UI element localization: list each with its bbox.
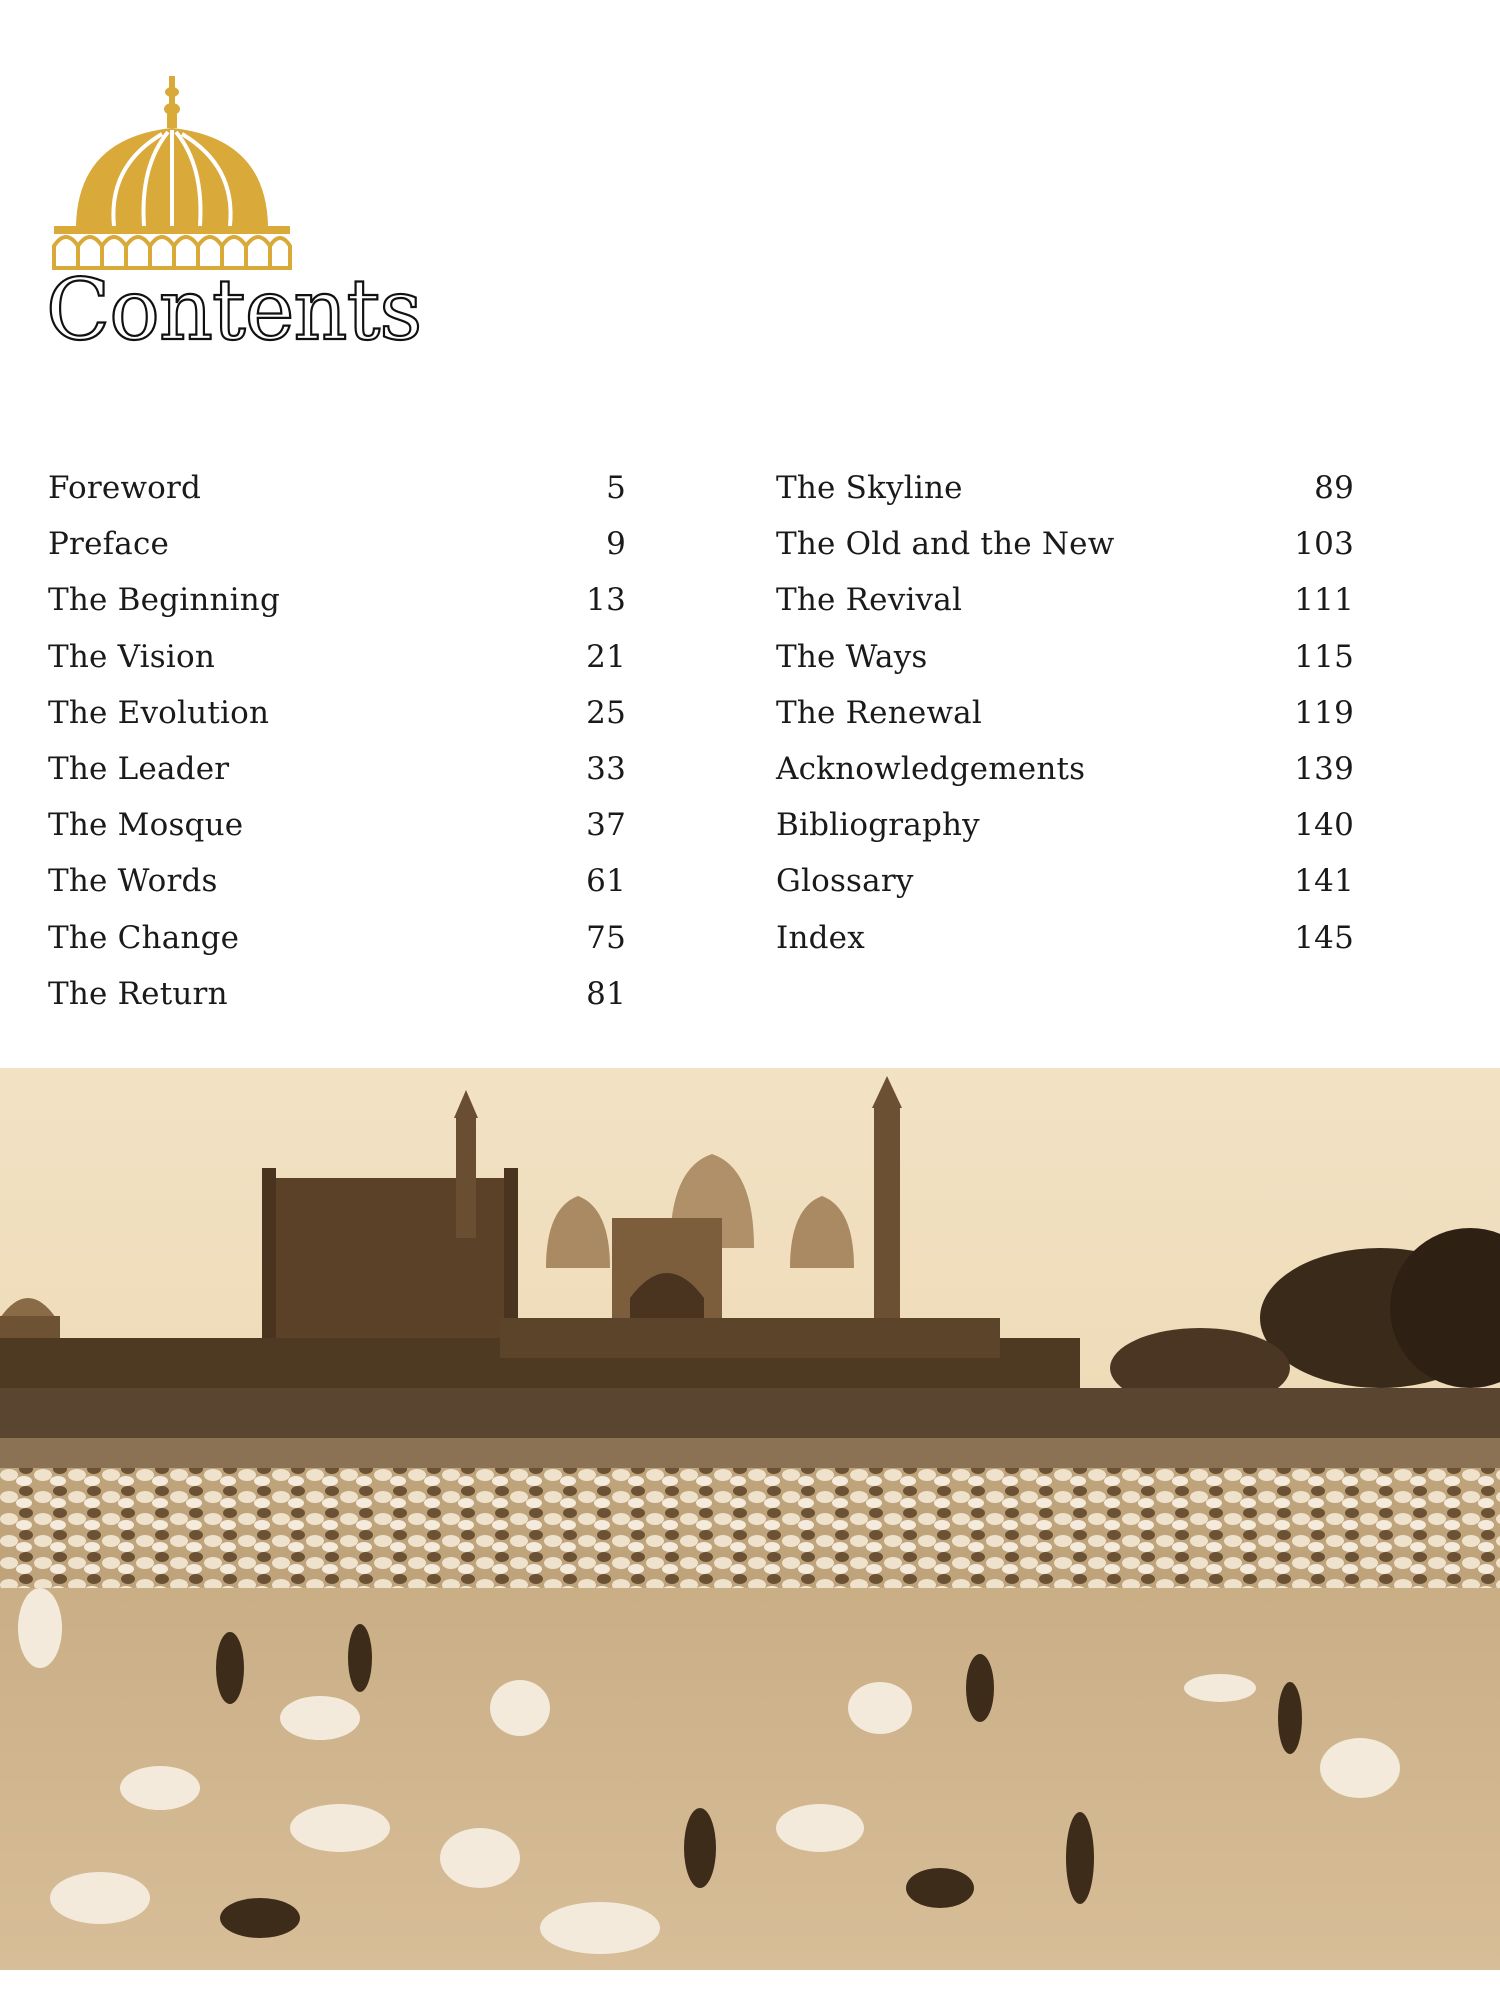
toc-entry-title: Index (776, 919, 865, 956)
toc-entry (48, 920, 626, 976)
toc-entry-page: 141 (1294, 863, 1354, 900)
toc-entry-page: 61 (586, 863, 626, 900)
toc-entry-page: 140 (1294, 807, 1354, 844)
toc-entry (776, 920, 1354, 976)
sepia-mosque-photo (0, 1068, 1500, 1970)
toc-entry (776, 863, 1354, 919)
toc-entry-title: The Change (48, 919, 240, 956)
toc-entry-page: 9 (606, 526, 626, 563)
toc-entry-title: Preface (48, 526, 170, 563)
toc-entry-title: Bibliography (776, 807, 980, 844)
toc-entry-page: 13 (586, 582, 626, 619)
toc-entry-title: The Leader (48, 750, 230, 787)
toc-entry-page: 81 (586, 975, 626, 1012)
toc-entry (776, 639, 1354, 695)
toc-entry-title: The Evolution (48, 694, 270, 731)
toc-entry-page: 89 (1314, 470, 1354, 506)
toc-entry-page: 115 (1294, 638, 1354, 675)
toc-entry (48, 751, 626, 807)
toc-entry-title: The Return (48, 975, 228, 1012)
toc-entry (776, 526, 1354, 582)
page-title: Contents (46, 261, 422, 359)
toc-entry (48, 526, 626, 582)
toc-entry-title: Foreword (48, 470, 202, 506)
toc-entry-page: 25 (586, 694, 626, 731)
toc-entry (48, 470, 626, 526)
toc-entry-page: 139 (1294, 750, 1354, 787)
toc-entry (48, 695, 626, 751)
toc-entry (48, 807, 626, 863)
dome-icon (48, 76, 296, 270)
toc-left-column (48, 470, 626, 1032)
toc-entry-title: The Mosque (48, 807, 244, 844)
toc-entry-page: 21 (586, 638, 626, 675)
toc-right-column (776, 470, 1354, 976)
toc-entry-page: 145 (1294, 919, 1354, 956)
toc-entry (776, 807, 1354, 863)
toc-entry (48, 863, 626, 919)
toc-entry-page: 111 (1294, 582, 1354, 619)
toc-entry (776, 582, 1354, 638)
toc-entry-title: The Beginning (48, 582, 280, 619)
toc-entry (48, 582, 626, 638)
toc-entry-title: The Renewal (776, 694, 982, 731)
toc-entry-title: Glossary (776, 863, 914, 900)
toc-entry-page: 75 (586, 919, 626, 956)
toc-entry-title: The Old and the New (776, 526, 1115, 563)
toc-entry-title: The Skyline (776, 470, 963, 506)
toc-entry-page: 5 (606, 470, 626, 506)
toc-entry-title: The Words (48, 863, 218, 900)
toc-entry-title: The Vision (48, 638, 216, 675)
toc-entry-page: 103 (1294, 526, 1354, 563)
toc-entry-title: The Ways (776, 638, 928, 675)
toc-entry (776, 470, 1354, 526)
toc-entry-page: 33 (586, 750, 626, 787)
toc-entry-page: 37 (586, 807, 626, 844)
toc-entry-title: The Revival (776, 582, 963, 619)
toc-entry (48, 639, 626, 695)
toc-entry (776, 751, 1354, 807)
toc-entry-page: 119 (1294, 694, 1354, 731)
toc-entry (48, 976, 626, 1032)
toc-entry-title: Acknowledgements (776, 750, 1086, 787)
toc-entry (776, 695, 1354, 751)
